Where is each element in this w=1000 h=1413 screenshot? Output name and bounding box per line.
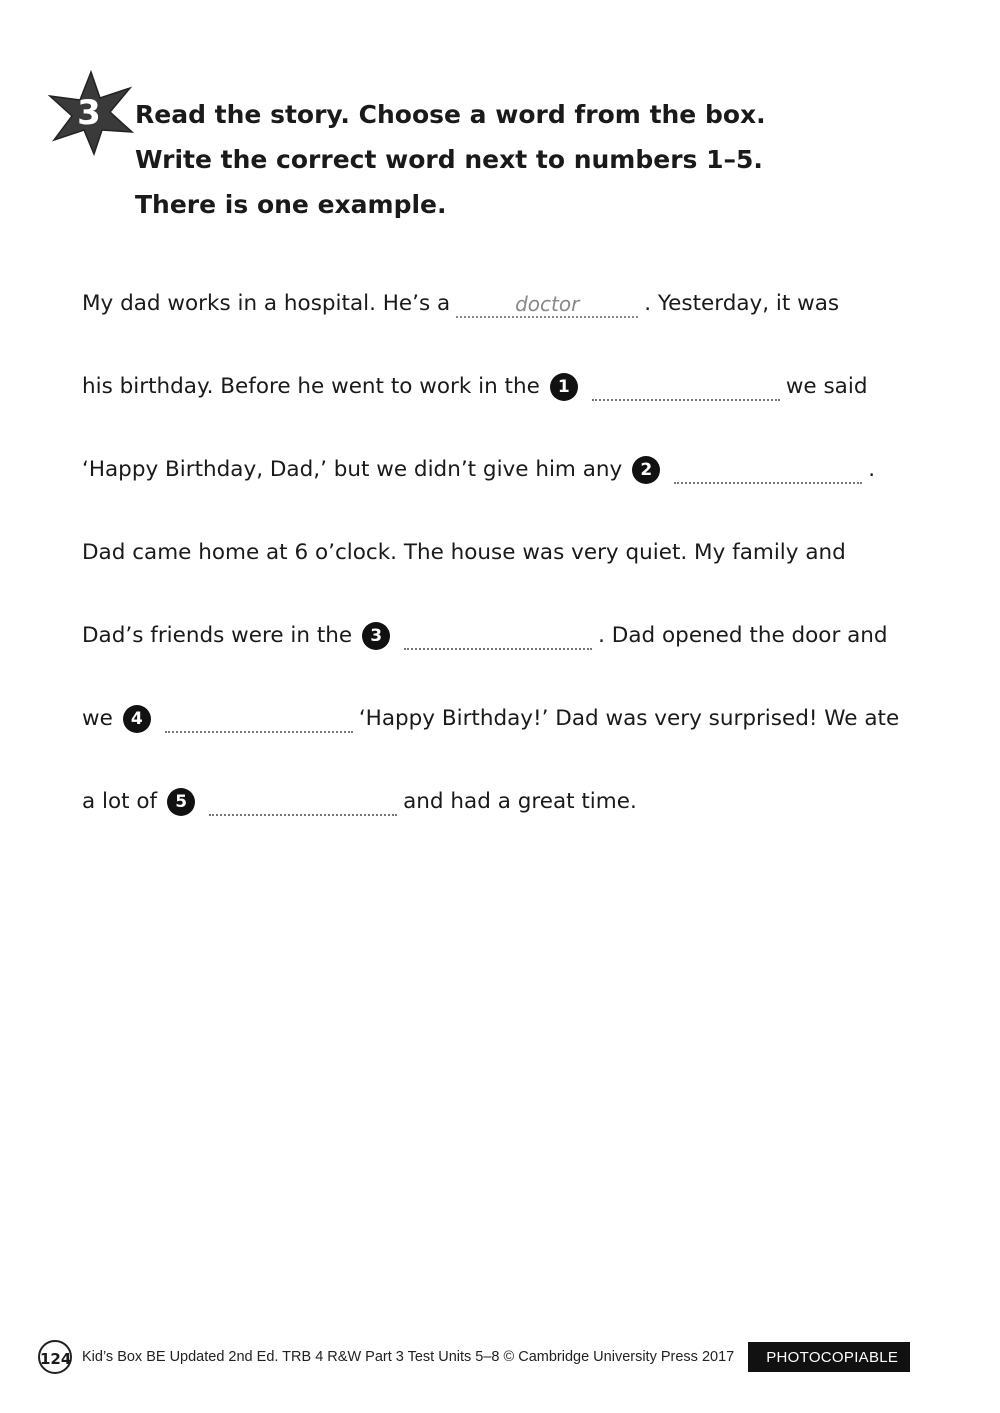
story-text: [82, 262, 942, 843]
answer-blank-1[interactable]: [592, 377, 780, 401]
story-line-3: [82, 428, 942, 511]
answer-blank-3[interactable]: [404, 626, 592, 650]
answer-blank-5[interactable]: [209, 792, 397, 816]
story-text-segment: .: [868, 456, 876, 482]
answer-blank-4[interactable]: [165, 709, 353, 733]
story-text-segment: . Dad opened the door and: [598, 622, 888, 648]
story-line-4: [82, 511, 942, 594]
question-number-badge: 1: [550, 373, 578, 401]
question-number-badge: 4: [123, 705, 151, 733]
question-number-badge: 2: [632, 456, 660, 484]
instruction-line-3: There is one example.: [135, 190, 447, 219]
story-text-segment: we: [82, 705, 113, 731]
story-line-6: [82, 677, 942, 760]
story-text-segment: . Yesterday, it was: [644, 290, 840, 316]
page-number: 124: [38, 1340, 72, 1374]
story-line-5: [82, 594, 942, 677]
story-line-7: [82, 760, 942, 843]
story-text-segment: Dad came home at 6 o’clock. The house was very quiet. My family and: [82, 539, 846, 565]
page-footer: [38, 1338, 938, 1376]
instruction-line-1: Read the story. Choose a word from the box.: [135, 100, 766, 129]
instructions: [135, 92, 766, 227]
story-text-segment: Dad’s friends were in the: [82, 622, 353, 648]
story-text-segment: we said: [785, 373, 868, 399]
story-line-2: [82, 345, 942, 428]
footer-citation: Kid’s Box BE Updated 2nd Ed. TRB 4 R&W Part 3 Test Units 5–8 © Cambridge University Press 2017: [82, 1349, 735, 1365]
story-text-segment: ‘Happy Birthday, Dad,’ but we didn’t give him any: [82, 456, 623, 482]
question-number-badge: 3: [362, 622, 390, 650]
exercise-number: 3: [77, 93, 101, 133]
answer-blank-2[interactable]: [674, 460, 862, 484]
story-text-segment: a lot of: [82, 788, 158, 814]
story-text-segment: My dad works in a hospital. He’s a: [82, 290, 451, 316]
story-text-segment: ‘Happy Birthday!’ Dad was very surprised! We ate: [358, 705, 900, 731]
story-text-segment: his birthday. Before he went to work in the: [82, 373, 540, 399]
photocopiable-badge: PHOTOCOPIABLE: [748, 1342, 910, 1372]
exercise-star-badge: [48, 70, 134, 156]
story-line-1: [82, 262, 942, 345]
question-number-badge: 5: [167, 788, 195, 816]
example-answer: doctor: [456, 294, 638, 318]
instruction-line-2: Write the correct word next to numbers 1–5.: [135, 145, 763, 174]
story-text-segment: and had a great time.: [403, 788, 637, 814]
